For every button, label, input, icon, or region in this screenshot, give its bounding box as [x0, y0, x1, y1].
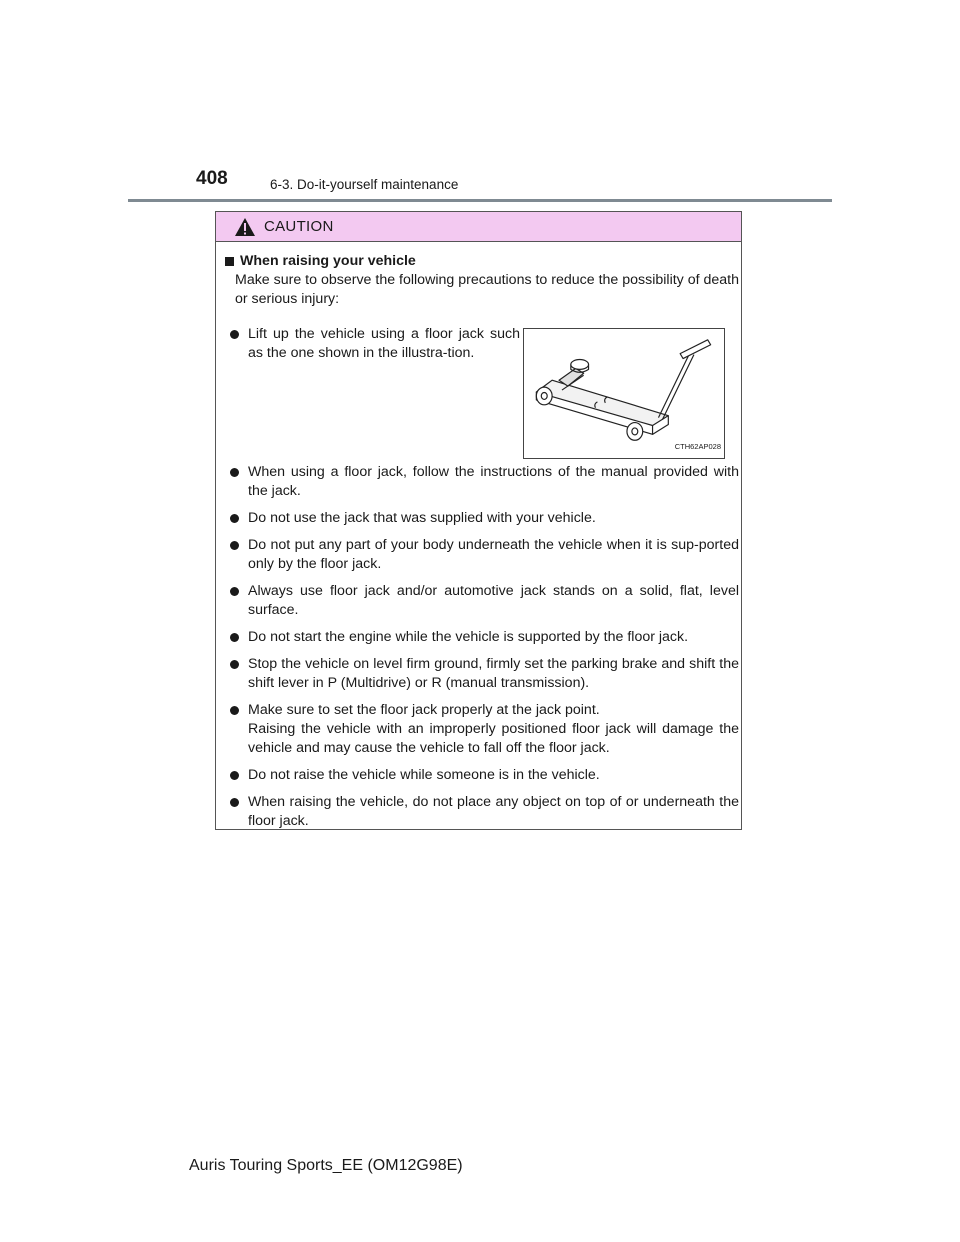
bullet-item: When using a floor jack, follow the instructions of the manual provided with the jack.: [225, 463, 739, 501]
bullet-item: Always use floor jack and/or automotive jack stands on a solid, flat, level surface.: [225, 582, 739, 620]
footer-text: Auris Touring Sports_EE (OM12G98E): [189, 1157, 463, 1174]
bullet-item: Do not start the engine while the vehicle is supported by the floor jack.: [225, 628, 739, 647]
bullet-item: When raising the vehicle, do not place any object on top of or underneath the floor jack.: [225, 793, 739, 831]
bullet-item: Do not raise the vehicle while someone is in the vehicle.: [225, 766, 739, 785]
bullet-list: [225, 463, 739, 839]
caution-header: [216, 212, 741, 242]
caution-box: [215, 211, 742, 830]
bullet-item: Make sure to set the floor jack properly at the jack point. Raising the vehicle with an improperly positioned floor jack will damage the vehicle and may cause the vehicle to fall off the floor jack.: [225, 701, 739, 758]
caution-content: [225, 252, 739, 829]
header-divider: [128, 199, 832, 202]
bullet-item: Do not use the jack that was supplied with your vehicle.: [225, 509, 739, 528]
floor-jack-illustration: [523, 328, 725, 459]
warning-triangle-icon: [234, 217, 256, 237]
bullet-item: Lift up the vehicle using a floor jack such as the one shown in the illustra-tion.: [225, 325, 520, 363]
square-bullet-icon: [225, 257, 234, 266]
caution-heading-text: When raising your vehicle: [240, 253, 416, 269]
bullet-item: Stop the vehicle on level firm ground, firmly set the parking brake and shift the shift lever in P (Multidrive) or R (manual transmission).: [225, 655, 739, 693]
page-number: 408: [196, 168, 228, 189]
bullet-item: Do not put any part of your body underneath the vehicle when it is sup-ported only by the floor jack.: [225, 536, 739, 574]
caution-intro: Make sure to observe the following precautions to reduce the possibility of death or serious injury:: [235, 272, 739, 307]
figure-code: CTH62AP028: [674, 442, 721, 451]
caution-label: CAUTION: [264, 218, 334, 235]
section-title: 6-3. Do-it-yourself maintenance: [270, 177, 459, 192]
caution-heading: [225, 252, 739, 271]
